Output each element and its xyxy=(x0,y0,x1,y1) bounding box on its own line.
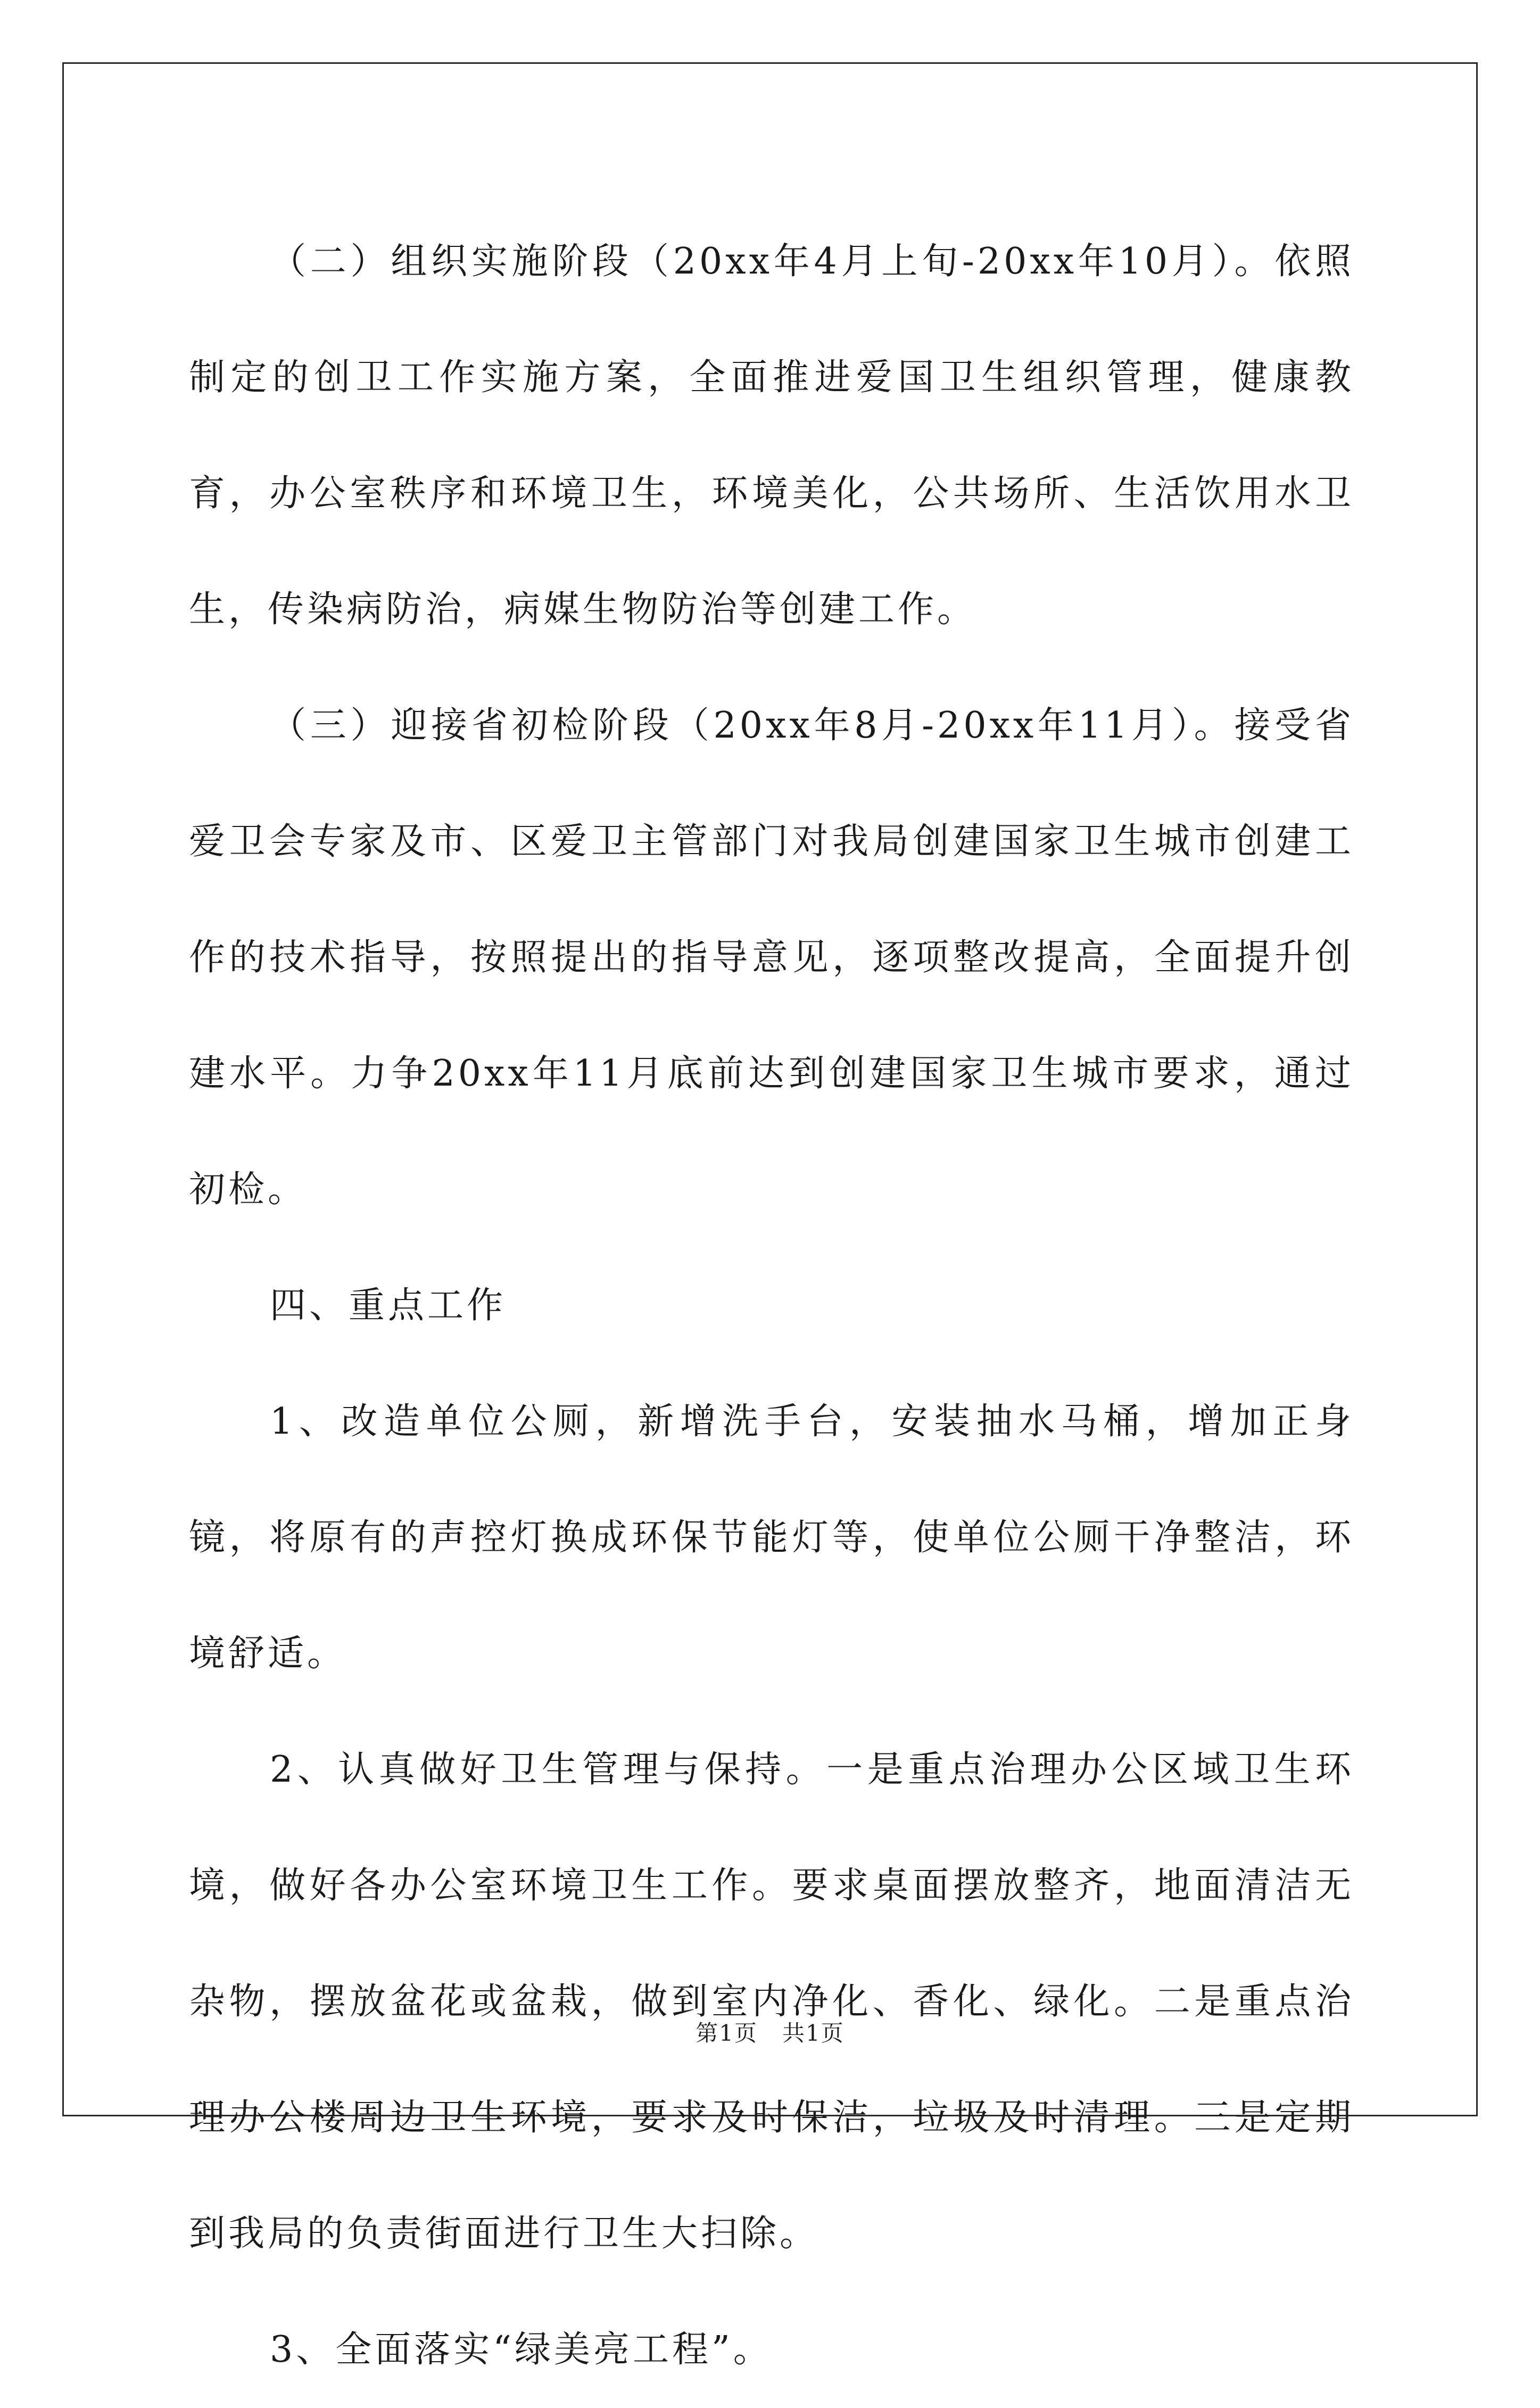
document-body xyxy=(189,204,1354,2408)
page-number: 第1页 xyxy=(696,2020,758,2046)
paragraph-item-3: 3、全面落实“绿美亮工程”。 xyxy=(270,2329,773,2371)
page-total: 共1页 xyxy=(782,2020,844,2046)
page-footer xyxy=(0,2016,1540,2048)
paragraph-item-1: 1、改造单位公厕，新增洗手台，安装抽水马桶，增加正身镜，将原有的声控灯换成环保节能灯等，使单位公厕干净整洁，环境舒适。 xyxy=(189,1401,1354,1675)
paragraph-item-2: 2、认真做好卫生管理与保持。一是重点治理办公区域卫生环境，做好各办公室环境卫生工作。要求桌面摆放整齐，地面清洁无杂物，摆放盆花或盆栽，做到室内净化、香化、绿化。二是重点治理办公楼周边卫生环境，要求及时保洁，垃圾及时清理。三是定期到我局的负责街面进行卫生大扫除。 xyxy=(189,1749,1354,2255)
section-heading-key-work: 四、重点工作 xyxy=(270,1285,507,1327)
paragraph-stage-three: （三）迎接省初检阶段（20xx年8月-20xx年11月）。接受省爱卫会专家及市、区爱卫主管部门对我局创建国家卫生城市创建工作的技术指导，按照提出的指导意见，逐项整改提高，全面提升创建水平。力争20xx年11月底前达到创建国家卫生城市要求，通过初检。 xyxy=(189,705,1354,1211)
paragraph-stage-two: （二）组织实施阶段（20xx年4月上旬-20xx年10月）。依照制定的创卫工作实施方案，全面推进爱国卫生组织管理，健康教育，办公室秩序和环境卫生，环境美化，公共场所、生活饮用水卫生，传染病防治，病媒生物防治等创建工作。 xyxy=(189,241,1354,631)
